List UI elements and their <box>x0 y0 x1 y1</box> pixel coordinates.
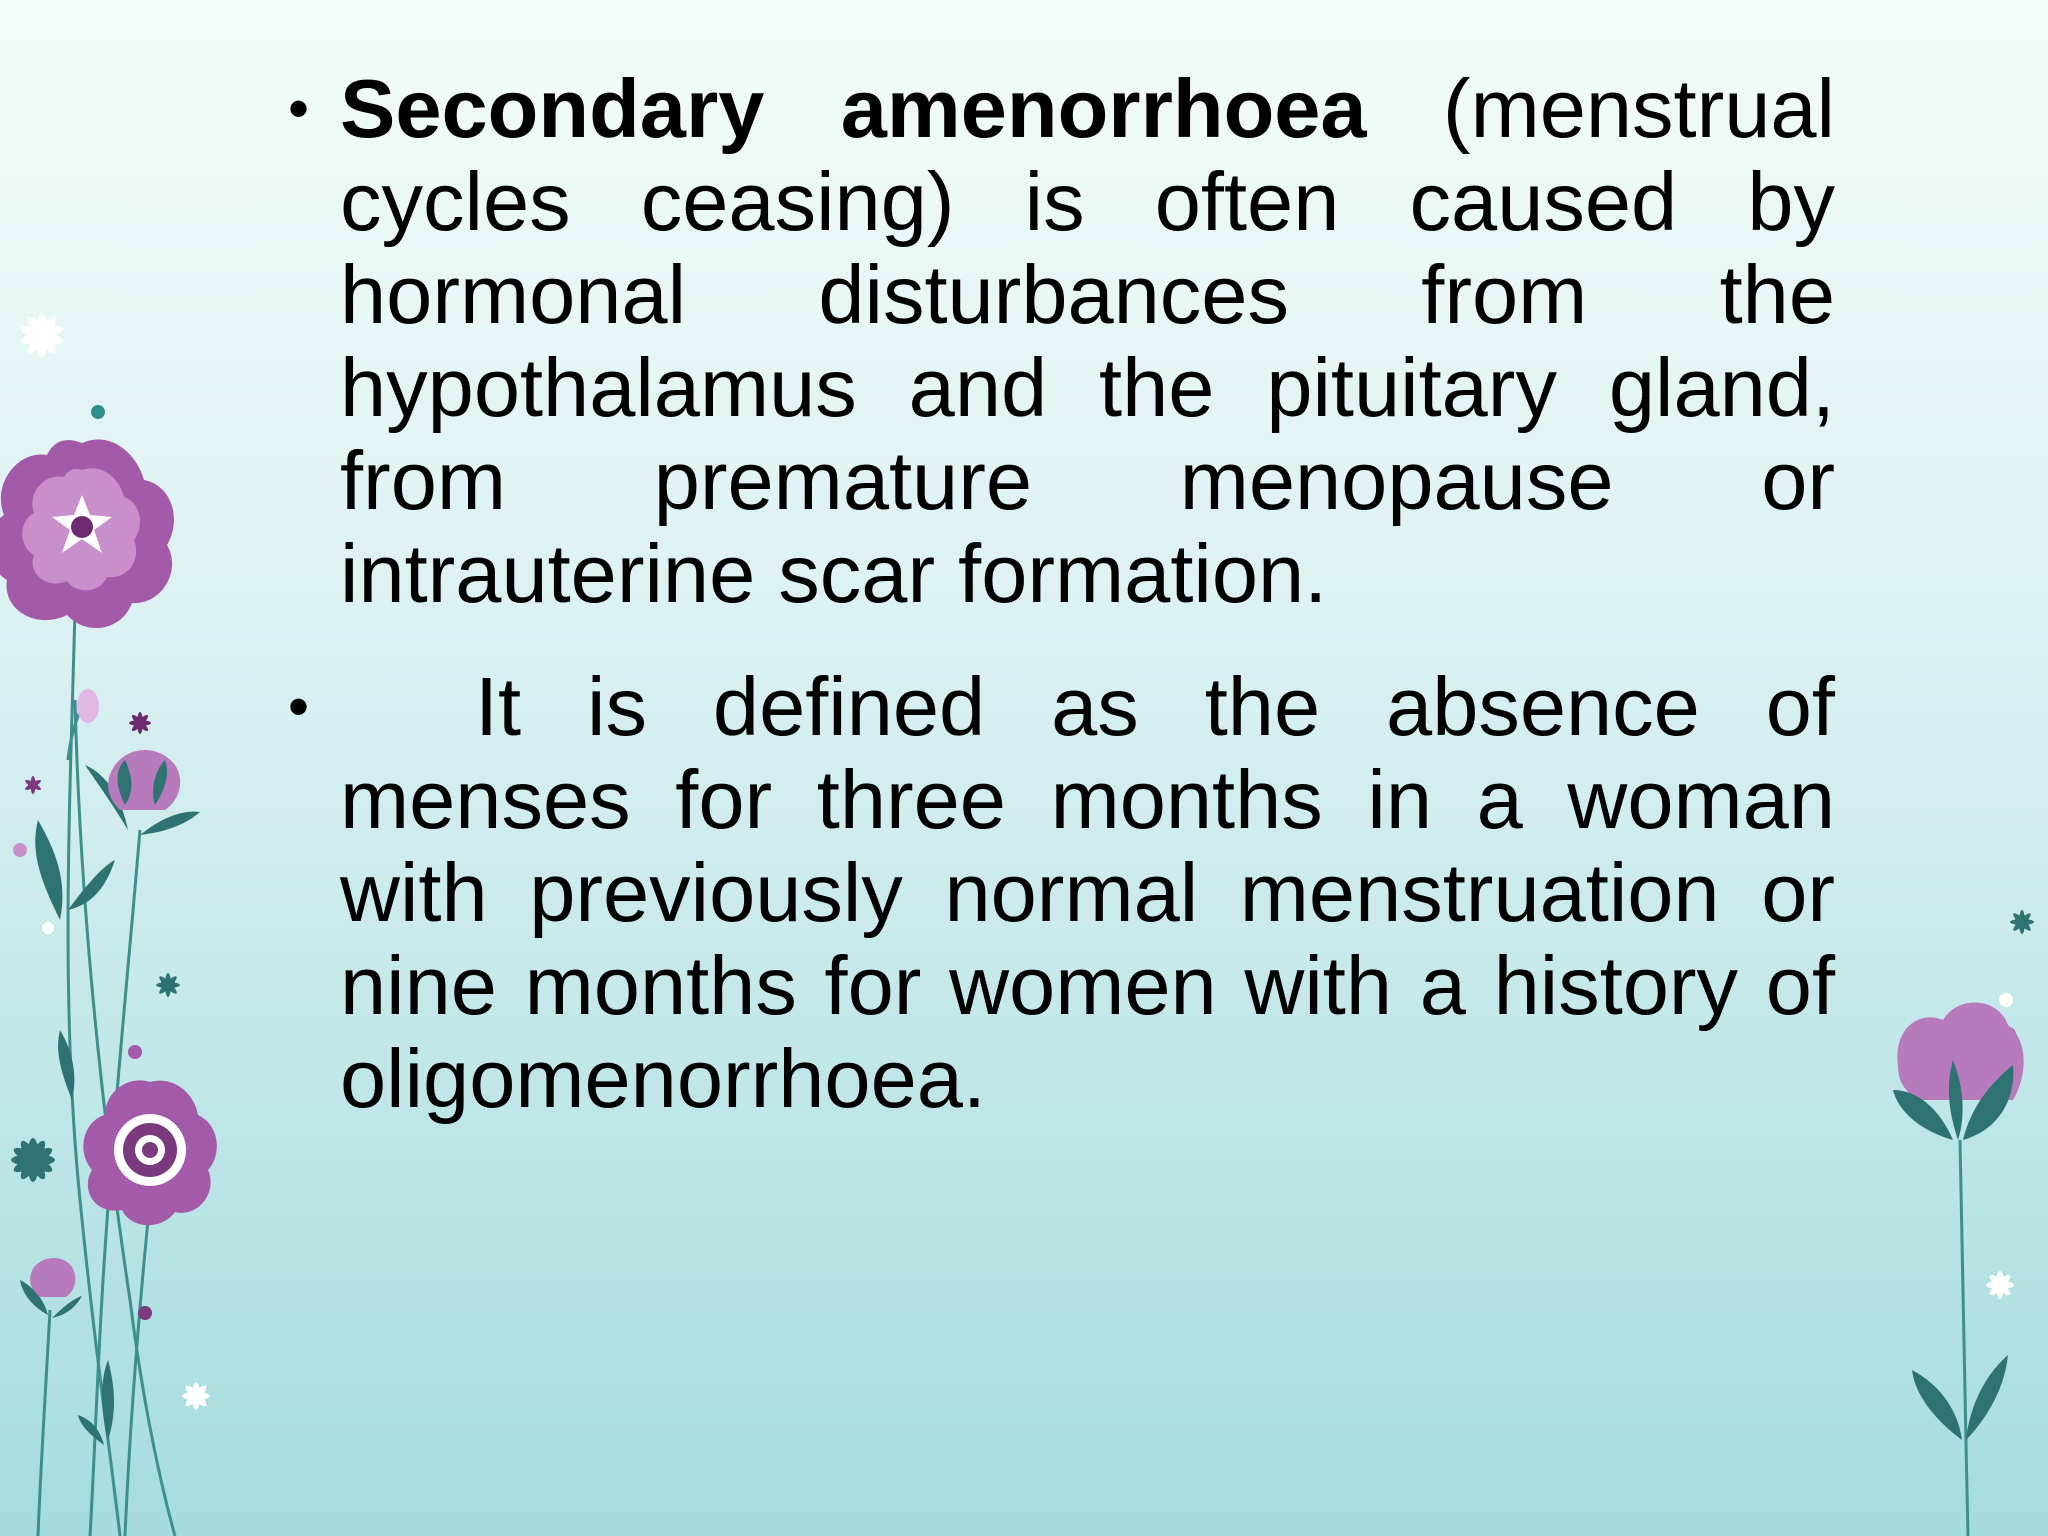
teal-starburst-1 <box>11 1138 55 1182</box>
right-flower <box>1893 1003 2024 1140</box>
bullet-text: (menstrual cycles ceasing) is often caused by hormonal disturbances from the hypothalamus and the pituitary gland, from premature menopause or intrauterine scar formation. <box>340 62 1835 620</box>
purple-flower-large <box>0 439 174 628</box>
purple-starburst-1 <box>129 712 151 734</box>
bullet-definition <box>280 660 1835 1125</box>
white-starburst-1 <box>19 313 65 357</box>
white-starburst-2 <box>182 1382 210 1410</box>
bud-left-1 <box>108 750 180 810</box>
bullet-marker: • <box>288 75 310 142</box>
bullet-text: It is defined as the absence of menses for three months in a woman with previously normal menstruation or nine months for women with a history of oligomenorrhoea. <box>340 660 1835 1125</box>
purple-starburst-2 <box>24 776 42 794</box>
teal-starburst-right <box>2010 910 2034 934</box>
bud-left-2 <box>30 1258 75 1297</box>
teal-starburst-2 <box>156 973 180 997</box>
slide-content <box>280 62 1835 1125</box>
bullet-marker: • <box>288 673 310 740</box>
right-leaves <box>1912 1355 2008 1440</box>
right-flower-stem <box>1960 1140 1968 1536</box>
bullet-term: Secondary amenorrhoea <box>340 62 1367 155</box>
bullet-secondary-amenorrhoea <box>280 62 1835 620</box>
bud-left-3 <box>77 689 99 723</box>
white-starburst-3 <box>1986 1271 2014 1299</box>
